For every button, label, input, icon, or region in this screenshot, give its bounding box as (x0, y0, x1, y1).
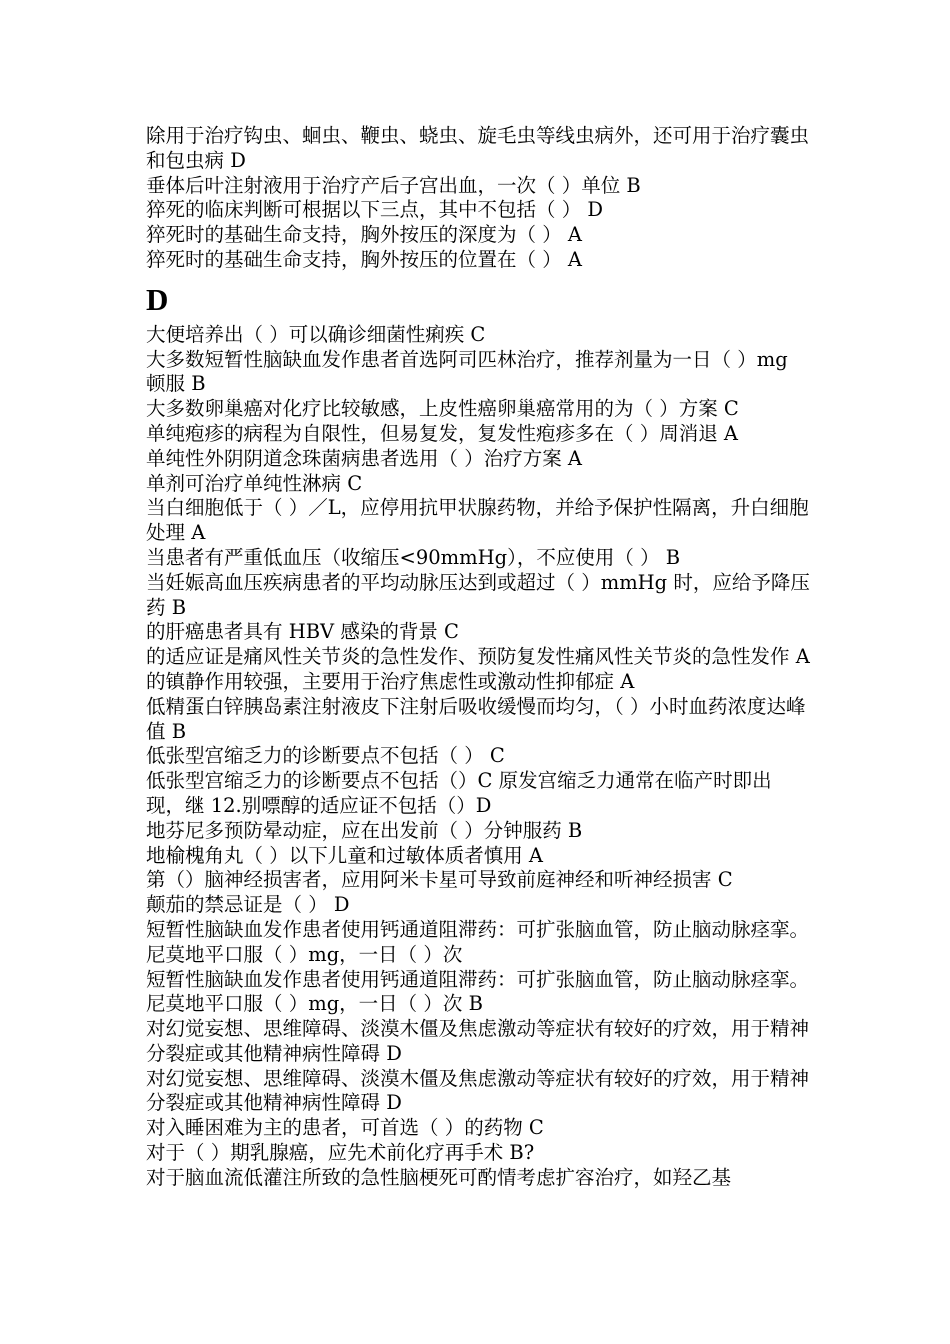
question-entry: 第（）脑神经损害者，应用阿米卡星可导致前庭神经和听神经损害 C (146, 868, 733, 892)
question-entry: 对于脑血流低灌注所致的急性脑梗死可酌情考虑扩容治疗，如羟乙基 (146, 1165, 732, 1189)
question-entry: 对于（ ）期乳腺癌，应先术前化疗再手术 B? (146, 1141, 535, 1165)
question-entry: 地芬尼多预防晕动症，应在出发前（ ）分钟服药 B (146, 818, 583, 842)
question-entry: 单纯疱疹的病程为自限性，但易复发，复发性疱疹多在（ ）周消退 A (146, 421, 738, 445)
question-entry: 猝死时的基础生命支持，胸外按压的位置在（ ） A (146, 247, 582, 271)
question-entry: 猝死时的基础生命支持，胸外按压的深度为（ ） A (146, 223, 582, 247)
question-entry: 对幻觉妄想、思维障碍、淡漠木僵及焦虑激动等症状有较好的疗效，用于精神分裂症或其他精神病性障碍 D (146, 1017, 810, 1065)
question-entry: 对幻觉妄想、思维障碍、淡漠木僵及焦虑激动等症状有较好的疗效，用于精神分裂症或其他精神病性障碍 D (146, 1066, 810, 1115)
question-entry: 垂体后叶注射液用于治疗产后子宫出血，一次（ ）单位 B (146, 173, 641, 197)
question-entry: 短暂性脑缺血发作患者使用钙通道阻滞药：可扩张脑血管，防止脑动脉痉挛。尼莫地平口服（ ）mg，一日（ ）次 B (146, 967, 810, 1016)
question-entry: 对入睡困难为主的患者，可首选（ ）的药物 C (146, 1116, 544, 1140)
question-entry: 当患者有严重低血压（收缩压<90mmHg），不应使用（ ） B (146, 545, 681, 569)
intro-entries (146, 124, 810, 273)
question-entry: 当白细胞低于（ ）／L，应停用抗甲状腺药物，并给予保护性隔离，升白细胞处理 A (146, 496, 809, 545)
question-entry: 猝死的临床判断可根据以下三点，其中不包括（ ） D (146, 198, 604, 222)
question-entry: 大便培养出（ ）可以确诊细菌性痢疾 C (146, 322, 486, 346)
question-entry: 除用于治疗钩虫、蛔虫、鞭虫、蛲虫、旋毛虫等线虫病外，还可用于治疗囊虫和包虫病 D (146, 124, 810, 172)
question-entry: 低精蛋白锌胰岛素注射液皮下注射后吸收缓慢而均匀，（ ）小时血药浓度达峰值 B (146, 694, 806, 743)
question-entry: 的镇静作用较强，主要用于治疗焦虑性或激动性抑郁症 A (146, 669, 635, 693)
question-entry: 单纯性外阴阴道念珠菌病患者选用（ ）治疗方案 A (146, 446, 582, 470)
question-entry: 地榆槐角丸（ ）以下儿童和过敏体质者慎用 A (146, 843, 543, 867)
document-page (146, 124, 810, 1191)
question-entry: 短暂性脑缺血发作患者使用钙通道阻滞药：可扩张脑血管，防止脑动脉痉挛。尼莫地平口服（ ）mg，一日（ ）次 (146, 917, 810, 966)
section-d-entries (146, 323, 810, 1191)
question-entry: 当妊娠高血压疾病患者的平均动脉压达到或超过（ ）mmHg 时，应给予降压药 B (146, 570, 810, 619)
question-entry: 的肝癌患者具有 HBV 感染的背景 C (146, 620, 459, 644)
question-entry: 低张型宫缩乏力的诊断要点不包括（）C 原发宫缩乏力通常在临产时即出现，继 12.别嘌醇的适应证不包括（）D (146, 769, 772, 817)
section-heading-d: D (146, 281, 169, 317)
question-entry: 的适应证是痛风性关节炎的急性发作、预防复发性痛风性关节炎的急性发作 A (146, 645, 810, 669)
question-entry: 低张型宫缩乏力的诊断要点不包括（ ） C (146, 744, 505, 768)
question-entry: 大多数短暂性脑缺血发作患者首选阿司匹林治疗，推荐剂量为一日（ ）mg 顿服 B (146, 347, 788, 396)
question-entry: 单剂可治疗单纯性淋病 C (146, 471, 363, 495)
question-entry: 大多数卵巢癌对化疗比较敏感，上皮性癌卵巢癌常用的为（ ）方案 C (146, 397, 739, 421)
question-entry: 颠茄的禁忌证是（ ） D (146, 893, 350, 917)
